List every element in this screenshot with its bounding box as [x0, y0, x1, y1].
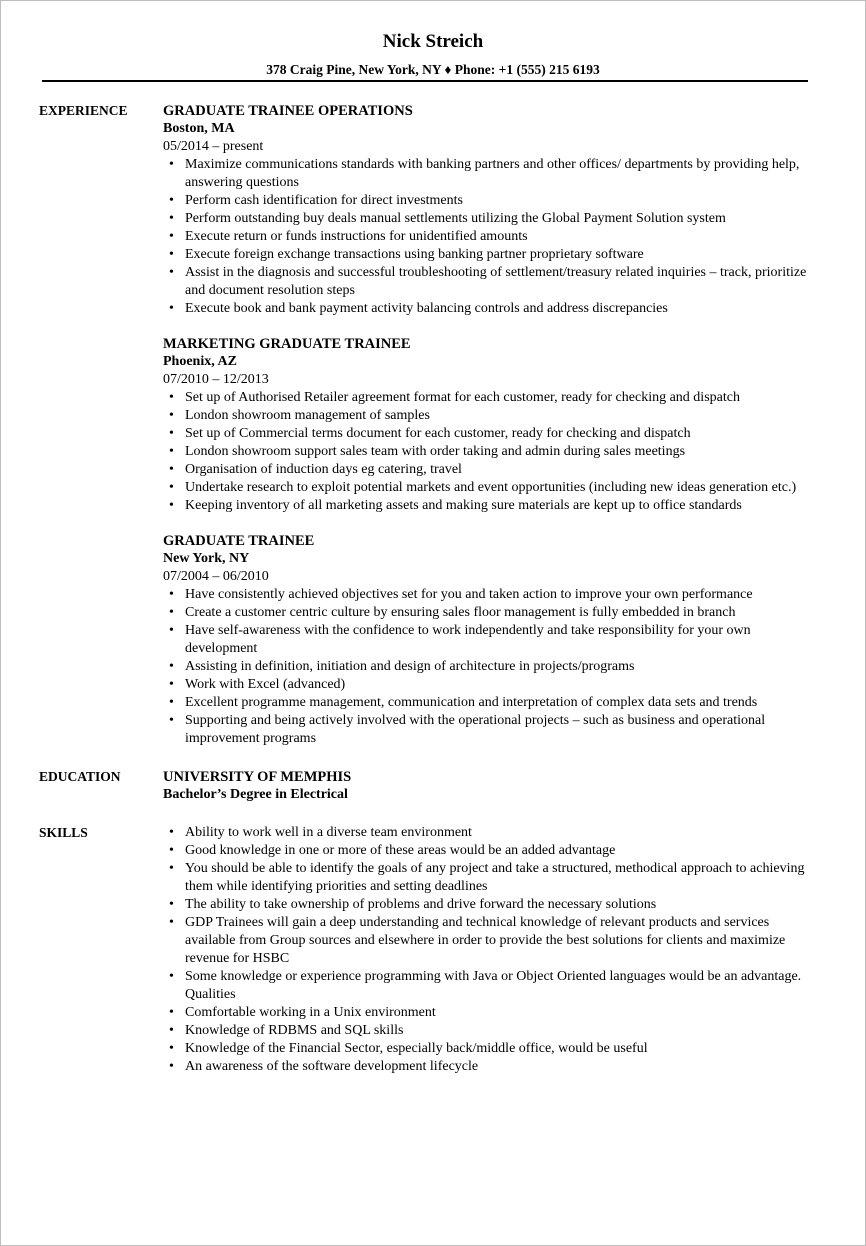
- bullet-item: • Excellent programme management, communication and interpretation of complex data sets and trends: [163, 694, 819, 712]
- section-label: EDUCATION: [39, 769, 121, 784]
- job-location: Boston, MA: [163, 121, 235, 136]
- job-title: GRADUATE TRAINEE: [163, 533, 315, 549]
- section-label: SKILLS: [39, 825, 88, 840]
- candidate-name: Nick Streich: [382, 31, 484, 52]
- skill-item: • You should be able to identify the goals of any project and take a structured, methodical approach to achieving them while identifying priorities and setting deadlines: [163, 860, 819, 896]
- skill-item: • GDP Trainees will gain a deep understanding and technical knowledge of relevant products and services available from Group sources and elsewhere in order to provide the best solutions for clients and maximize revenue for HSBC: [163, 914, 819, 968]
- bullet-item: • Perform outstanding buy deals manual settlements utilizing the Global Payment Solution system: [163, 210, 819, 228]
- job-entry: [163, 532, 819, 748]
- bullet-item: • Keeping inventory of all marketing assets and making sure materials are kept up to office standards: [163, 497, 819, 515]
- job-entry: [163, 102, 819, 318]
- bullet-item: • Execute return or funds instructions for unidentified amounts: [163, 228, 819, 246]
- job-dates: 07/2010 – 12/2013: [163, 372, 269, 387]
- job-bullets: [163, 586, 819, 748]
- job-location: Phoenix, AZ: [163, 354, 237, 369]
- skill-item: • Ability to work well in a diverse team environment: [163, 824, 819, 842]
- bullet-item: • Have self-awareness with the confidence to work independently and take responsibility for your own development: [163, 622, 819, 658]
- job-location: New York, NY: [163, 551, 250, 566]
- bullet-item: • Create a customer centric culture by ensuring sales floor management is fully embedded in branch: [163, 604, 819, 622]
- section-label: EXPERIENCE: [39, 103, 128, 118]
- contact-line: 378 Craig Pine, New York, NY ♦ Phone: +1 (555) 215 6193: [266, 62, 600, 77]
- experience-section: [39, 102, 819, 748]
- job-dates: 07/2004 – 06/2010: [163, 569, 269, 584]
- skill-item: • Comfortable working in a Unix environment: [163, 1004, 819, 1022]
- bullet-item: • London showroom management of samples: [163, 407, 819, 425]
- bullet-item: • Maximize communications standards with banking partners and other offices/ departments by providing help, answering questions: [163, 156, 819, 192]
- bullet-item: • Undertake research to exploit potential markets and event opportunities (including new ideas generation etc.): [163, 479, 819, 497]
- school-name: UNIVERSITY OF MEMPHIS: [163, 769, 352, 785]
- skill-item: • Knowledge of RDBMS and SQL skills: [163, 1022, 819, 1040]
- bullet-item: • Execute foreign exchange transactions using banking partner proprietary software: [163, 246, 819, 264]
- job-title: GRADUATE TRAINEE OPERATIONS: [163, 103, 413, 119]
- job-dates: 05/2014 – present: [163, 139, 264, 154]
- education-section: [39, 768, 819, 804]
- bullet-item: • Organisation of induction days eg catering, travel: [163, 461, 819, 479]
- skill-item: • Good knowledge in one or more of these areas would be an added advantage: [163, 842, 819, 860]
- bullet-item: • Work with Excel (advanced): [163, 676, 819, 694]
- job-entry: [163, 335, 819, 515]
- bullet-item: • Perform cash identification for direct investments: [163, 192, 819, 210]
- bullet-item: • Have consistently achieved objectives set for you and taken action to improve your own performance: [163, 586, 819, 604]
- bullet-item: • London showroom support sales team with order taking and admin during sales meetings: [163, 443, 819, 461]
- bullet-item: • Assist in the diagnosis and successful troubleshooting of settlement/treasury related inquiries – track, prioritize and document resolution steps: [163, 264, 819, 300]
- resume-body: [39, 102, 819, 1076]
- skills-list: [163, 824, 819, 1076]
- bullet-item: • Supporting and being actively involved with the operational projects – such as business and operational improvement programs: [163, 712, 819, 748]
- skill-item: • Knowledge of the Financial Sector, especially back/middle office, would be useful: [163, 1040, 819, 1058]
- skills-section: [39, 824, 819, 1076]
- job-bullets: [163, 389, 819, 515]
- header-divider: [42, 80, 808, 82]
- bullet-item: • Execute book and bank payment activity balancing controls and address discrepancies: [163, 300, 819, 318]
- resume-header: [1, 1, 865, 78]
- job-title: MARKETING GRADUATE TRAINEE: [163, 336, 411, 352]
- bullet-item: • Assisting in definition, initiation and design of architecture in projects/programs: [163, 658, 819, 676]
- skill-item: • An awareness of the software development lifecycle: [163, 1058, 819, 1076]
- degree-name: Bachelor’s Degree in Electrical: [163, 787, 348, 802]
- skill-item: • The ability to take ownership of problems and drive forward the necessary solutions: [163, 896, 819, 914]
- skill-item: • Some knowledge or experience programming with Java or Object Oriented languages would be an advantage. Qualities: [163, 968, 819, 1004]
- bullet-item: • Set up of Authorised Retailer agreement format for each customer, ready for checking and dispatch: [163, 389, 819, 407]
- bullet-item: • Set up of Commercial terms document for each customer, ready for checking and dispatch: [163, 425, 819, 443]
- experience-list: [163, 102, 819, 748]
- job-bullets: [163, 156, 819, 318]
